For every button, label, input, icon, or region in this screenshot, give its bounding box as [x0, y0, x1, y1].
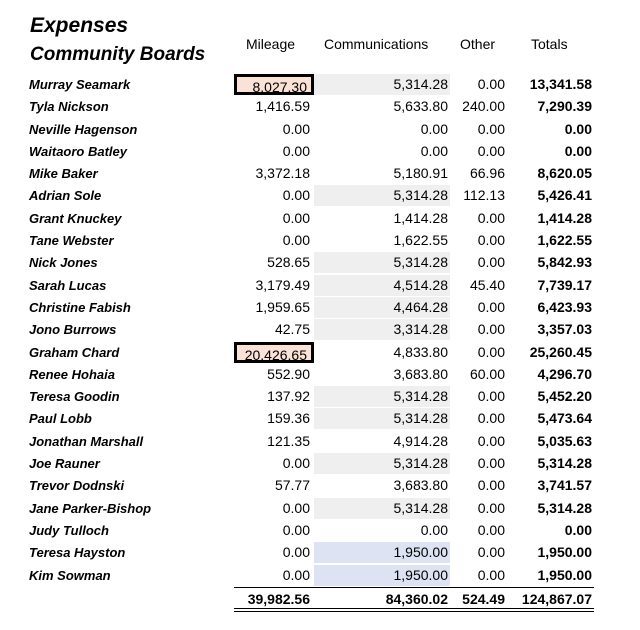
row-mileage: 57.77 [274, 477, 310, 494]
row-communications: 5,314.28 [314, 74, 450, 95]
row-name: Murray Seamark [29, 77, 131, 92]
table-row [0, 208, 640, 230]
header-totals: Totals [531, 36, 568, 52]
header-other: Other [460, 36, 496, 52]
row-other: 0.00 [477, 432, 505, 449]
row-total: 5,452.20 [537, 388, 592, 405]
row-mileage: 3,179.49 [255, 276, 310, 293]
row-name: Tane Webster [29, 233, 114, 249]
row-total: 0.00 [564, 521, 592, 538]
header-communications: Communications [324, 36, 429, 52]
row-other: 0.00 [477, 499, 505, 516]
table-row [0, 74, 640, 96]
table-row [0, 386, 640, 408]
row-mileage: 0.00 [282, 499, 310, 516]
total-communications: 84,360.02 [385, 591, 448, 607]
row-total: 5,314.28 [537, 499, 592, 516]
expenses-table [0, 74, 640, 587]
row-name: Neville Hagenson [29, 121, 138, 137]
row-mileage: 0.00 [282, 544, 310, 561]
row-name: Judy Tulloch [29, 522, 109, 538]
row-total: 4,296.70 [537, 365, 592, 382]
row-other: 0.00 [477, 321, 505, 338]
table-row [0, 342, 640, 364]
totals-row [0, 589, 640, 609]
row-name: Jane Parker-Bishop [29, 500, 152, 516]
row-total: 5,842.93 [537, 254, 592, 271]
row-other: 0.00 [477, 455, 505, 472]
row-mileage: 0.00 [282, 120, 310, 137]
row-mileage: 159.36 [267, 410, 310, 427]
table-row [0, 252, 640, 274]
row-name: Paul Lobb [29, 411, 92, 427]
row-communications: 5,314.28 [314, 252, 450, 273]
row-total: 5,426.41 [537, 187, 592, 204]
row-other: 0.00 [477, 410, 505, 427]
row-total: 5,035.63 [537, 432, 592, 449]
row-other: 0.00 [477, 298, 505, 315]
row-name: Christine Fabish [29, 299, 131, 315]
row-other: 112.13 [463, 187, 505, 204]
row-other: 45.40 [469, 276, 505, 293]
table-row [0, 230, 640, 252]
row-mileage: 0.00 [282, 142, 310, 159]
table-row [0, 520, 640, 542]
row-name: Jono Burrows [29, 322, 117, 338]
row-other: 60.00 [469, 365, 505, 382]
row-name: Waitaoro Batley [29, 143, 128, 159]
row-communications: 5,633.80 [393, 98, 448, 115]
row-name: Renee Hohaia [29, 366, 115, 382]
row-total: 6,423.93 [537, 298, 592, 315]
table-row [0, 565, 640, 587]
row-other: 0.00 [477, 120, 505, 137]
row-total: 0.00 [564, 120, 592, 137]
row-mileage: 0.00 [282, 455, 310, 472]
row-communications: 1,950.00 [314, 542, 450, 563]
row-mileage: 8,027.30 [234, 74, 314, 95]
row-other: 0.00 [477, 544, 505, 561]
table-row [0, 141, 640, 163]
row-communications: 4,914.28 [393, 432, 448, 449]
table-row [0, 453, 640, 475]
row-other: 0.00 [477, 254, 505, 271]
table-row [0, 275, 640, 297]
row-communications: 5,314.28 [314, 408, 450, 429]
row-total: 3,357.03 [537, 321, 592, 338]
row-mileage: 0.00 [282, 232, 310, 249]
row-mileage: 137.92 [267, 388, 310, 405]
row-mileage: 0.00 [282, 521, 310, 538]
row-communications: 3,683.80 [393, 365, 448, 382]
row-total: 25,260.45 [529, 343, 592, 360]
table-row [0, 96, 640, 118]
table-row [0, 431, 640, 453]
row-total: 8,620.05 [537, 165, 592, 182]
row-communications: 5,180.91 [393, 165, 448, 182]
total-other: 524.49 [462, 591, 505, 607]
row-communications: 0.00 [420, 142, 448, 159]
row-total: 1,622.55 [537, 232, 592, 249]
row-other: 0.00 [477, 232, 505, 249]
totals-rule [234, 587, 594, 588]
table-row [0, 408, 640, 430]
row-other: 0.00 [477, 477, 505, 494]
row-communications: 4,464.28 [314, 297, 450, 318]
row-communications: 5,314.28 [314, 498, 450, 519]
row-communications: 0.00 [420, 120, 448, 137]
row-other: 66.96 [469, 165, 505, 182]
row-communications: 0.00 [420, 521, 448, 538]
row-communications: 3,314.28 [314, 319, 450, 340]
row-communications: 4,833.80 [393, 343, 448, 360]
row-total: 5,314.28 [537, 455, 592, 472]
row-name: Teresa Hayston [29, 545, 126, 561]
row-total: 1,950.00 [537, 544, 592, 561]
row-other: 0.00 [477, 566, 505, 583]
row-mileage: 0.00 [282, 187, 310, 204]
row-other: 0.00 [477, 209, 505, 226]
row-mileage: 1,416.59 [255, 98, 310, 115]
table-row [0, 364, 640, 386]
header-mileage: Mileage [246, 36, 296, 52]
table-row [0, 542, 640, 564]
row-name: Kim Sowman [29, 567, 111, 583]
row-mileage: 0.00 [282, 209, 310, 226]
page-title: Expenses [30, 14, 129, 37]
row-communications: 4,514.28 [314, 275, 450, 296]
row-name: Nick Jones [29, 255, 98, 271]
row-name: Teresa Goodin [29, 389, 120, 405]
row-other: 0.00 [477, 521, 505, 538]
row-name: Trevor Dodnski [29, 478, 125, 494]
row-name: Jonathan Marshall [29, 433, 144, 449]
total-mileage: 39,982.56 [247, 591, 310, 607]
row-total: 7,739.17 [537, 276, 592, 293]
row-mileage: 42.75 [274, 321, 310, 338]
row-total: 5,473.64 [537, 410, 592, 427]
table-row [0, 163, 640, 185]
row-mileage: 0.00 [282, 566, 310, 583]
row-other: 0.00 [477, 388, 505, 405]
row-communications: 5,314.28 [314, 453, 450, 474]
row-other: 0.00 [477, 76, 505, 92]
row-communications: 5,314.28 [314, 185, 450, 206]
row-name: Graham Chard [29, 344, 120, 360]
row-total: 13,341.58 [529, 76, 592, 92]
row-mileage: 20,426.65 [234, 342, 314, 363]
table-row [0, 119, 640, 141]
table-row [0, 498, 640, 520]
row-name: Joe Rauner [29, 456, 100, 472]
row-name: Tyla Nickson [29, 99, 109, 115]
row-total: 3,741.57 [537, 477, 592, 494]
row-total: 1,950.00 [537, 566, 592, 583]
row-name: Mike Baker [29, 166, 98, 182]
table-row [0, 319, 640, 341]
row-other: 0.00 [477, 343, 505, 360]
total-grand: 124,867.07 [521, 591, 592, 607]
row-communications: 1,414.28 [393, 209, 448, 226]
row-name: Grant Knuckey [29, 210, 122, 226]
row-total: 1,414.28 [537, 209, 592, 226]
row-mileage: 528.65 [267, 254, 310, 271]
row-communications: 3,683.80 [393, 477, 448, 494]
row-mileage: 1,959.65 [255, 298, 310, 315]
table-row [0, 297, 640, 319]
row-name: Adrian Sole [29, 188, 102, 204]
totals-double-rule [234, 608, 594, 612]
row-communications: 1,950.00 [314, 565, 450, 586]
row-total: 0.00 [564, 142, 592, 159]
row-communications: 5,314.28 [314, 386, 450, 407]
row-name: Sarah Lucas [29, 277, 107, 293]
row-communications: 1,622.55 [393, 232, 448, 249]
row-mileage: 552.90 [267, 365, 310, 382]
row-mileage: 3,372.18 [255, 165, 310, 182]
page-subtitle: Community Boards [30, 44, 206, 65]
row-mileage: 121.35 [267, 432, 310, 449]
table-row [0, 475, 640, 497]
row-other: 0.00 [477, 142, 505, 159]
row-total: 7,290.39 [537, 98, 592, 115]
table-row [0, 185, 640, 207]
row-other: 240.00 [462, 98, 505, 115]
